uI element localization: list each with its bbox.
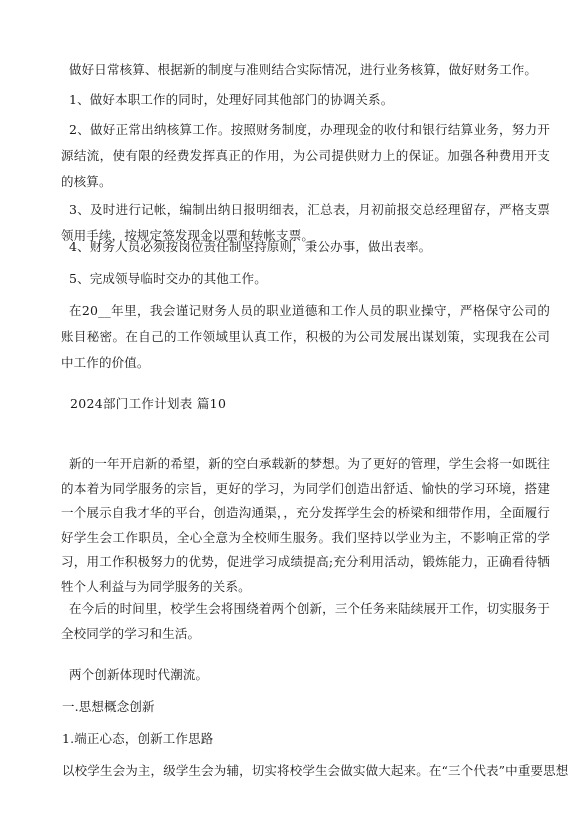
paragraph-text: 3、及时进行记帐，编制出纳日报明细表，汇总表，月初前报交总经理留存，严格支票领用手续，按规定签发现金以票和转帐支票。: [61, 202, 550, 243]
paragraph: [0, 298, 578, 376]
paragraph: [0, 117, 578, 195]
paragraph-text: 以校学生会为主，级学生会为辅，切实将校学生会做实做大起来。在“三个代表”中重要思想: [62, 763, 569, 778]
paragraph-text: 5、完成领导临时交办的其他工作。: [69, 271, 267, 286]
paragraph: [0, 726, 578, 752]
paragraph-text: 4、财务人员必须按岗位责任制坚持原则，秉公办事，做出表率。: [69, 239, 432, 254]
paragraph: [0, 266, 578, 292]
paragraph: [0, 662, 578, 688]
paragraph-text: 1.端正心态，创新工作思路: [62, 731, 214, 746]
paragraph: [0, 597, 578, 646]
paragraph-text: 2、做好正常出纳核算工作。按照财务制度，办理现金的收付和银行结算业务，努力开源结流，使有限的经费发挥真正的作用，为公司提供财力上的保证。加强各种费用开支的核算。: [61, 122, 550, 189]
paragraph-text: 一.思想概念创新: [62, 699, 155, 714]
paragraph: [0, 87, 578, 113]
paragraph-text: 新的一年开启新的希望，新的空白承载新的梦想。为了更好的管理，学生会将一如既往的本着为同学服务的宗旨，更好的学习，为同学们创造出舒适、愉快的学习环境，搭建一个展示自我才华的平台，创造沟通渠，，充分发挥学生会的桥梁和细带作用，全面履行好学生会工作职员，全心全意为全校师生服务。我们坚持以学业为主，不影响正常的学习，用工作积极努力的优势，促进学习成绩提高;充分利用活动，锻炼能力，正确看待牺牲个人利益与为同学服务的关系。: [61, 456, 550, 594]
paragraph-text: 两个创新体现时代潮流。: [69, 667, 209, 682]
paragraph: [0, 234, 578, 260]
section-heading: 2024部门工作计划表 篇10: [70, 396, 227, 411]
paragraph-text: 做好日常核算、根据新的制度与准则结合实际情况，进行业务核算，做好财务工作。: [69, 62, 538, 77]
paragraph: [0, 57, 578, 83]
paragraph-text: 1、做好本职工作的同时，处理好同其他部门的协调关系。: [69, 92, 394, 107]
paragraph-text: 在20__年里，我会谨记财务人员的职业道德和工作人员的职业操守，严格保守公司的账目秘密。在自己的工作领域里认真工作，积极的为公司发展出谋划策，实现我在公司中工作的价值。: [61, 303, 550, 370]
paragraph: [0, 694, 578, 720]
paragraph-text: 在今后的时间里，校学生会将围绕着两个创新，三个任务来陆续展开工作，切实服务于全校同学的学习和生活。: [61, 601, 550, 641]
paragraph: [0, 758, 578, 784]
paragraph: [0, 452, 578, 599]
